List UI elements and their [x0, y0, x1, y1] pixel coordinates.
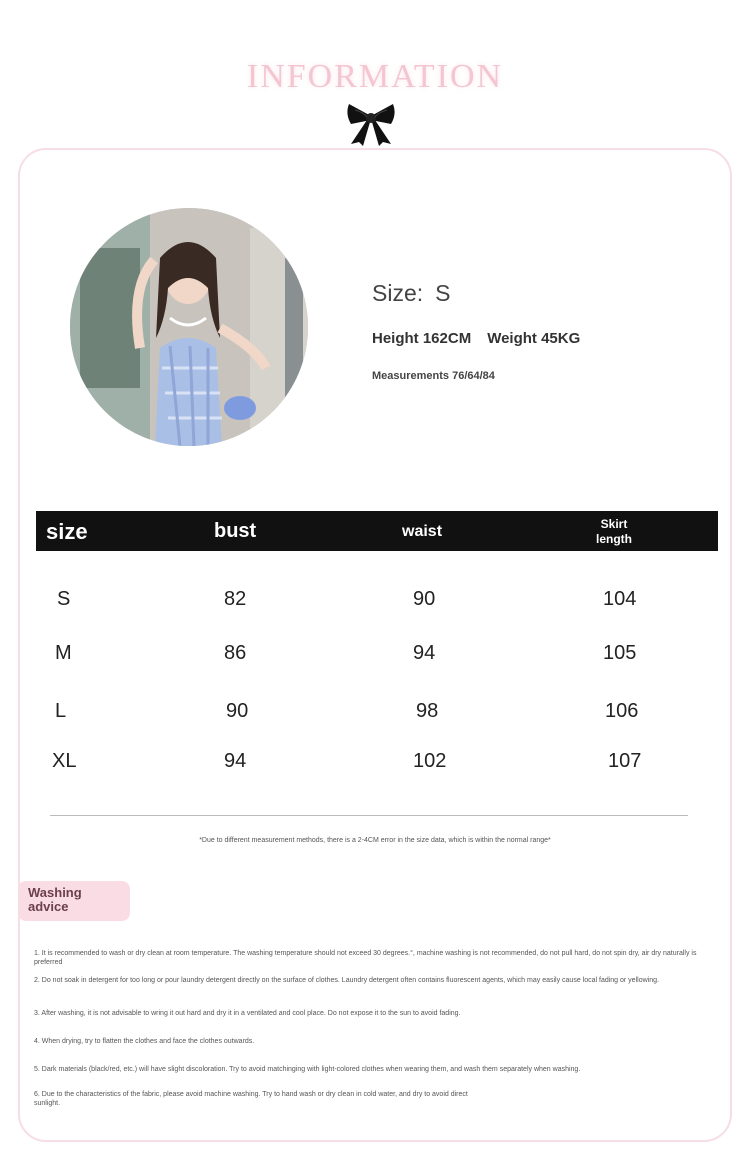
- table-row: [0, 750, 750, 780]
- cell-skirt: 105: [603, 642, 637, 664]
- cell-size: S: [57, 588, 71, 610]
- size-table-header: [36, 511, 718, 551]
- cell-bust: 90: [226, 700, 249, 722]
- advice-item: 6. Due to the characteristics of the fabric, please avoid machine washing. Try to hand wash or dry clean in cold water, and dry to avoid direct sunlight.: [34, 1091, 468, 1107]
- divider: [50, 815, 688, 816]
- header-skirt-line1: Skirt: [600, 517, 628, 531]
- washing-advice-badge: [18, 881, 130, 921]
- advice-item: 5. Dark materials (black/red, etc.) will have slight discoloration. Try to avoid matchinging with light-colored clothes when wearing them, and wash them separately when washing.: [34, 1066, 581, 1073]
- cell-skirt: 104: [603, 588, 637, 610]
- measurement-note: *Due to different measurement methods, there is a 2-4CM error in the size data, which is within the normal range*: [199, 837, 551, 844]
- washing-badge-line2: advice: [28, 899, 69, 914]
- model-photo: [70, 208, 308, 446]
- table-row: [0, 700, 750, 730]
- advice-item: 1. It is recommended to wash or dry clean at room temperature. The washing temperature should not exceed 30 degrees.°, machine washing is not recommended, do not pull hard, do not spin dry, air dry naturally is preferred: [34, 950, 697, 966]
- cell-waist: 98: [416, 700, 439, 722]
- size-label: Size:: [372, 280, 424, 306]
- cell-bust: 82: [224, 588, 247, 610]
- header-size: size: [46, 519, 88, 544]
- model-size: [372, 280, 450, 307]
- bow-icon: [345, 102, 397, 148]
- table-row: [0, 642, 750, 672]
- model-height: Height 162CM: [372, 330, 472, 347]
- cell-waist: 94: [413, 642, 436, 664]
- washing-badge-line1: Washing: [28, 885, 82, 900]
- size-value: S: [435, 280, 451, 306]
- header-skirt-line2: length: [596, 532, 632, 546]
- advice-item: 2. Do not soak in detergent for too long or pour laundry detergent directly on the surface of clothes. Laundry detergent often contains fluorescent agents, which may easily cause local fading or yellowing.: [34, 977, 659, 984]
- cell-size: M: [55, 642, 72, 664]
- model-weight: Weight 45KG: [487, 330, 581, 347]
- model-height-weight: [372, 330, 580, 347]
- advice-item: 4. When drying, try to flatten the clothes and face the clothes outwards.: [34, 1038, 255, 1045]
- header-skirt-length: [582, 517, 646, 547]
- cell-waist: 102: [413, 750, 447, 772]
- cell-bust: 86: [224, 642, 247, 664]
- model-measurements: Measurements 76/64/84: [372, 370, 495, 382]
- cell-skirt: 106: [605, 700, 639, 722]
- advice-item: 3. After washing, it is not advisable to wring it out hard and dry it in a ventilated and cool place. Do not expose it to the sun to avoid fading.: [34, 1010, 461, 1017]
- header-bust: bust: [214, 520, 257, 542]
- cell-size: XL: [52, 750, 77, 772]
- page-title: INFORMATION: [246, 58, 504, 95]
- cell-skirt: 107: [608, 750, 642, 772]
- header-waist: waist: [402, 523, 443, 540]
- cell-size: L: [55, 700, 67, 722]
- cell-bust: 94: [224, 750, 247, 772]
- cell-waist: 90: [413, 588, 436, 610]
- table-row: [0, 588, 750, 618]
